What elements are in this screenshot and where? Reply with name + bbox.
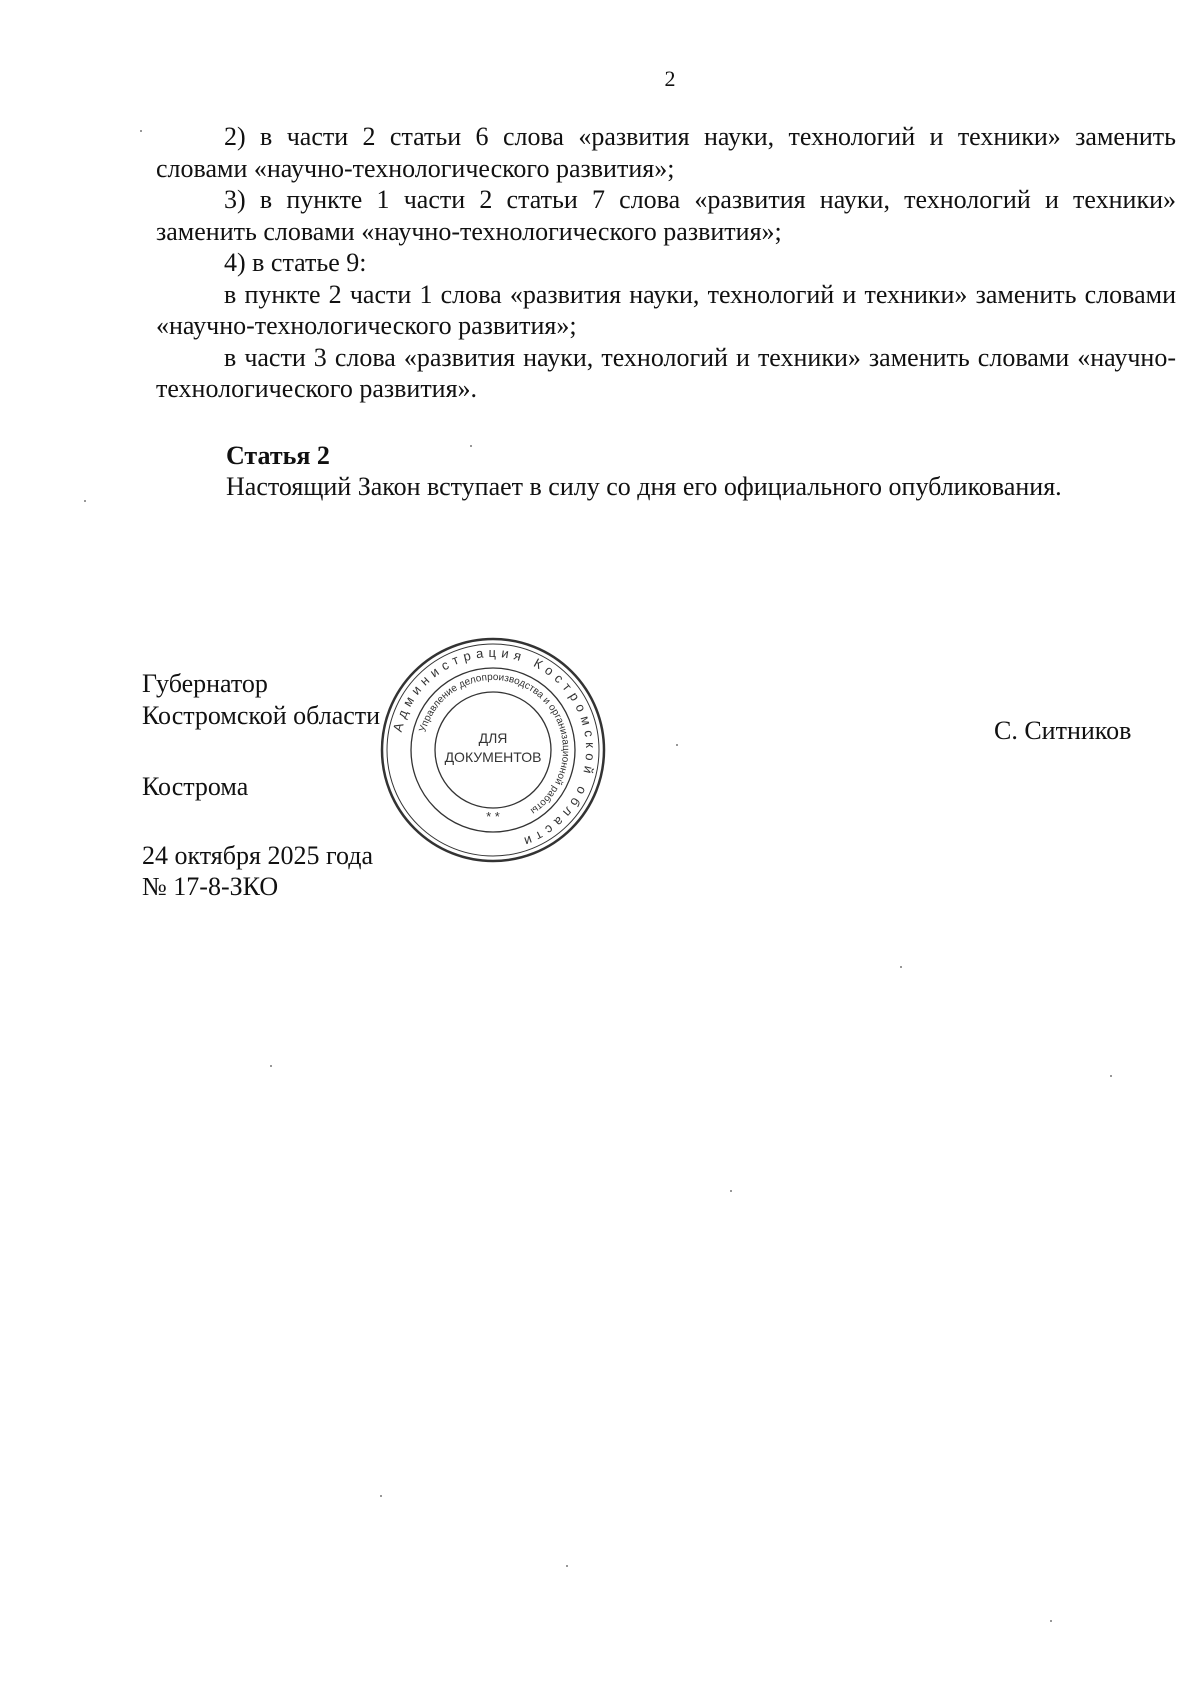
stamp-center-line1: ДЛЯ: [478, 730, 508, 746]
city: Кострома: [142, 772, 249, 801]
signatory-name: С. Ситников: [994, 716, 1132, 745]
scan-speck: [84, 500, 86, 502]
article-text: Настоящий Закон вступает в силу со дня его официального опубликования.: [226, 472, 1062, 501]
amendment-paragraph: в пункте 2 части 1 слова «развития науки, технологий и техники» заменить словами «научно-технологического развития»;: [156, 279, 1176, 340]
amendment-paragraph: 3) в пункте 1 части 2 статьи 7 слова «развития науки, технологий и техники» заменить словами «научно-технологического развития»;: [156, 185, 1176, 246]
amendment-paragraph: 4) в статье 9:: [224, 248, 367, 277]
stamp-inner-text: Управление делопроизводства и организационной работы: [417, 671, 572, 817]
page-number: 2: [664, 66, 676, 91]
amendment-paragraph: 2) в части 2 статьи 6 слова «развития науки, технологий и техники» заменить словами «научно-технологического развития»;: [156, 122, 1176, 183]
scan-speck: [270, 1065, 272, 1067]
signature-block: [142, 668, 380, 903]
date: 24 октября 2025 года: [142, 840, 373, 870]
scan-speck: [676, 744, 678, 746]
amendment-paragraph: в части 3 слова «развития науки, технологий и техники» заменить словами «научно-технологического развития».: [156, 342, 1176, 403]
article-heading: Статья 2: [226, 441, 330, 470]
scan-speck: [470, 445, 472, 447]
scan-speck: [730, 1190, 732, 1192]
scan-speck: [900, 966, 902, 968]
scan-speck: [1050, 1620, 1052, 1622]
scan-speck: [140, 130, 142, 132]
scan-speck: [566, 1565, 568, 1567]
scan-speck: [1110, 1075, 1112, 1077]
stamp-stars: * *: [486, 809, 500, 824]
official-stamp: [378, 635, 608, 865]
stamp-center-line2: ДОКУМЕНТОВ: [444, 749, 542, 765]
signer-region: Костромской области: [142, 700, 381, 730]
stamp-outer-text: Администрация Костромской области: [389, 644, 599, 851]
scan-speck: [380, 1495, 382, 1497]
article-2: [226, 440, 1062, 502]
document-number: № 17-8-ЗКО: [142, 872, 279, 901]
article-1-amendments: [156, 121, 1176, 405]
signer-title: Губернатор: [142, 669, 268, 698]
